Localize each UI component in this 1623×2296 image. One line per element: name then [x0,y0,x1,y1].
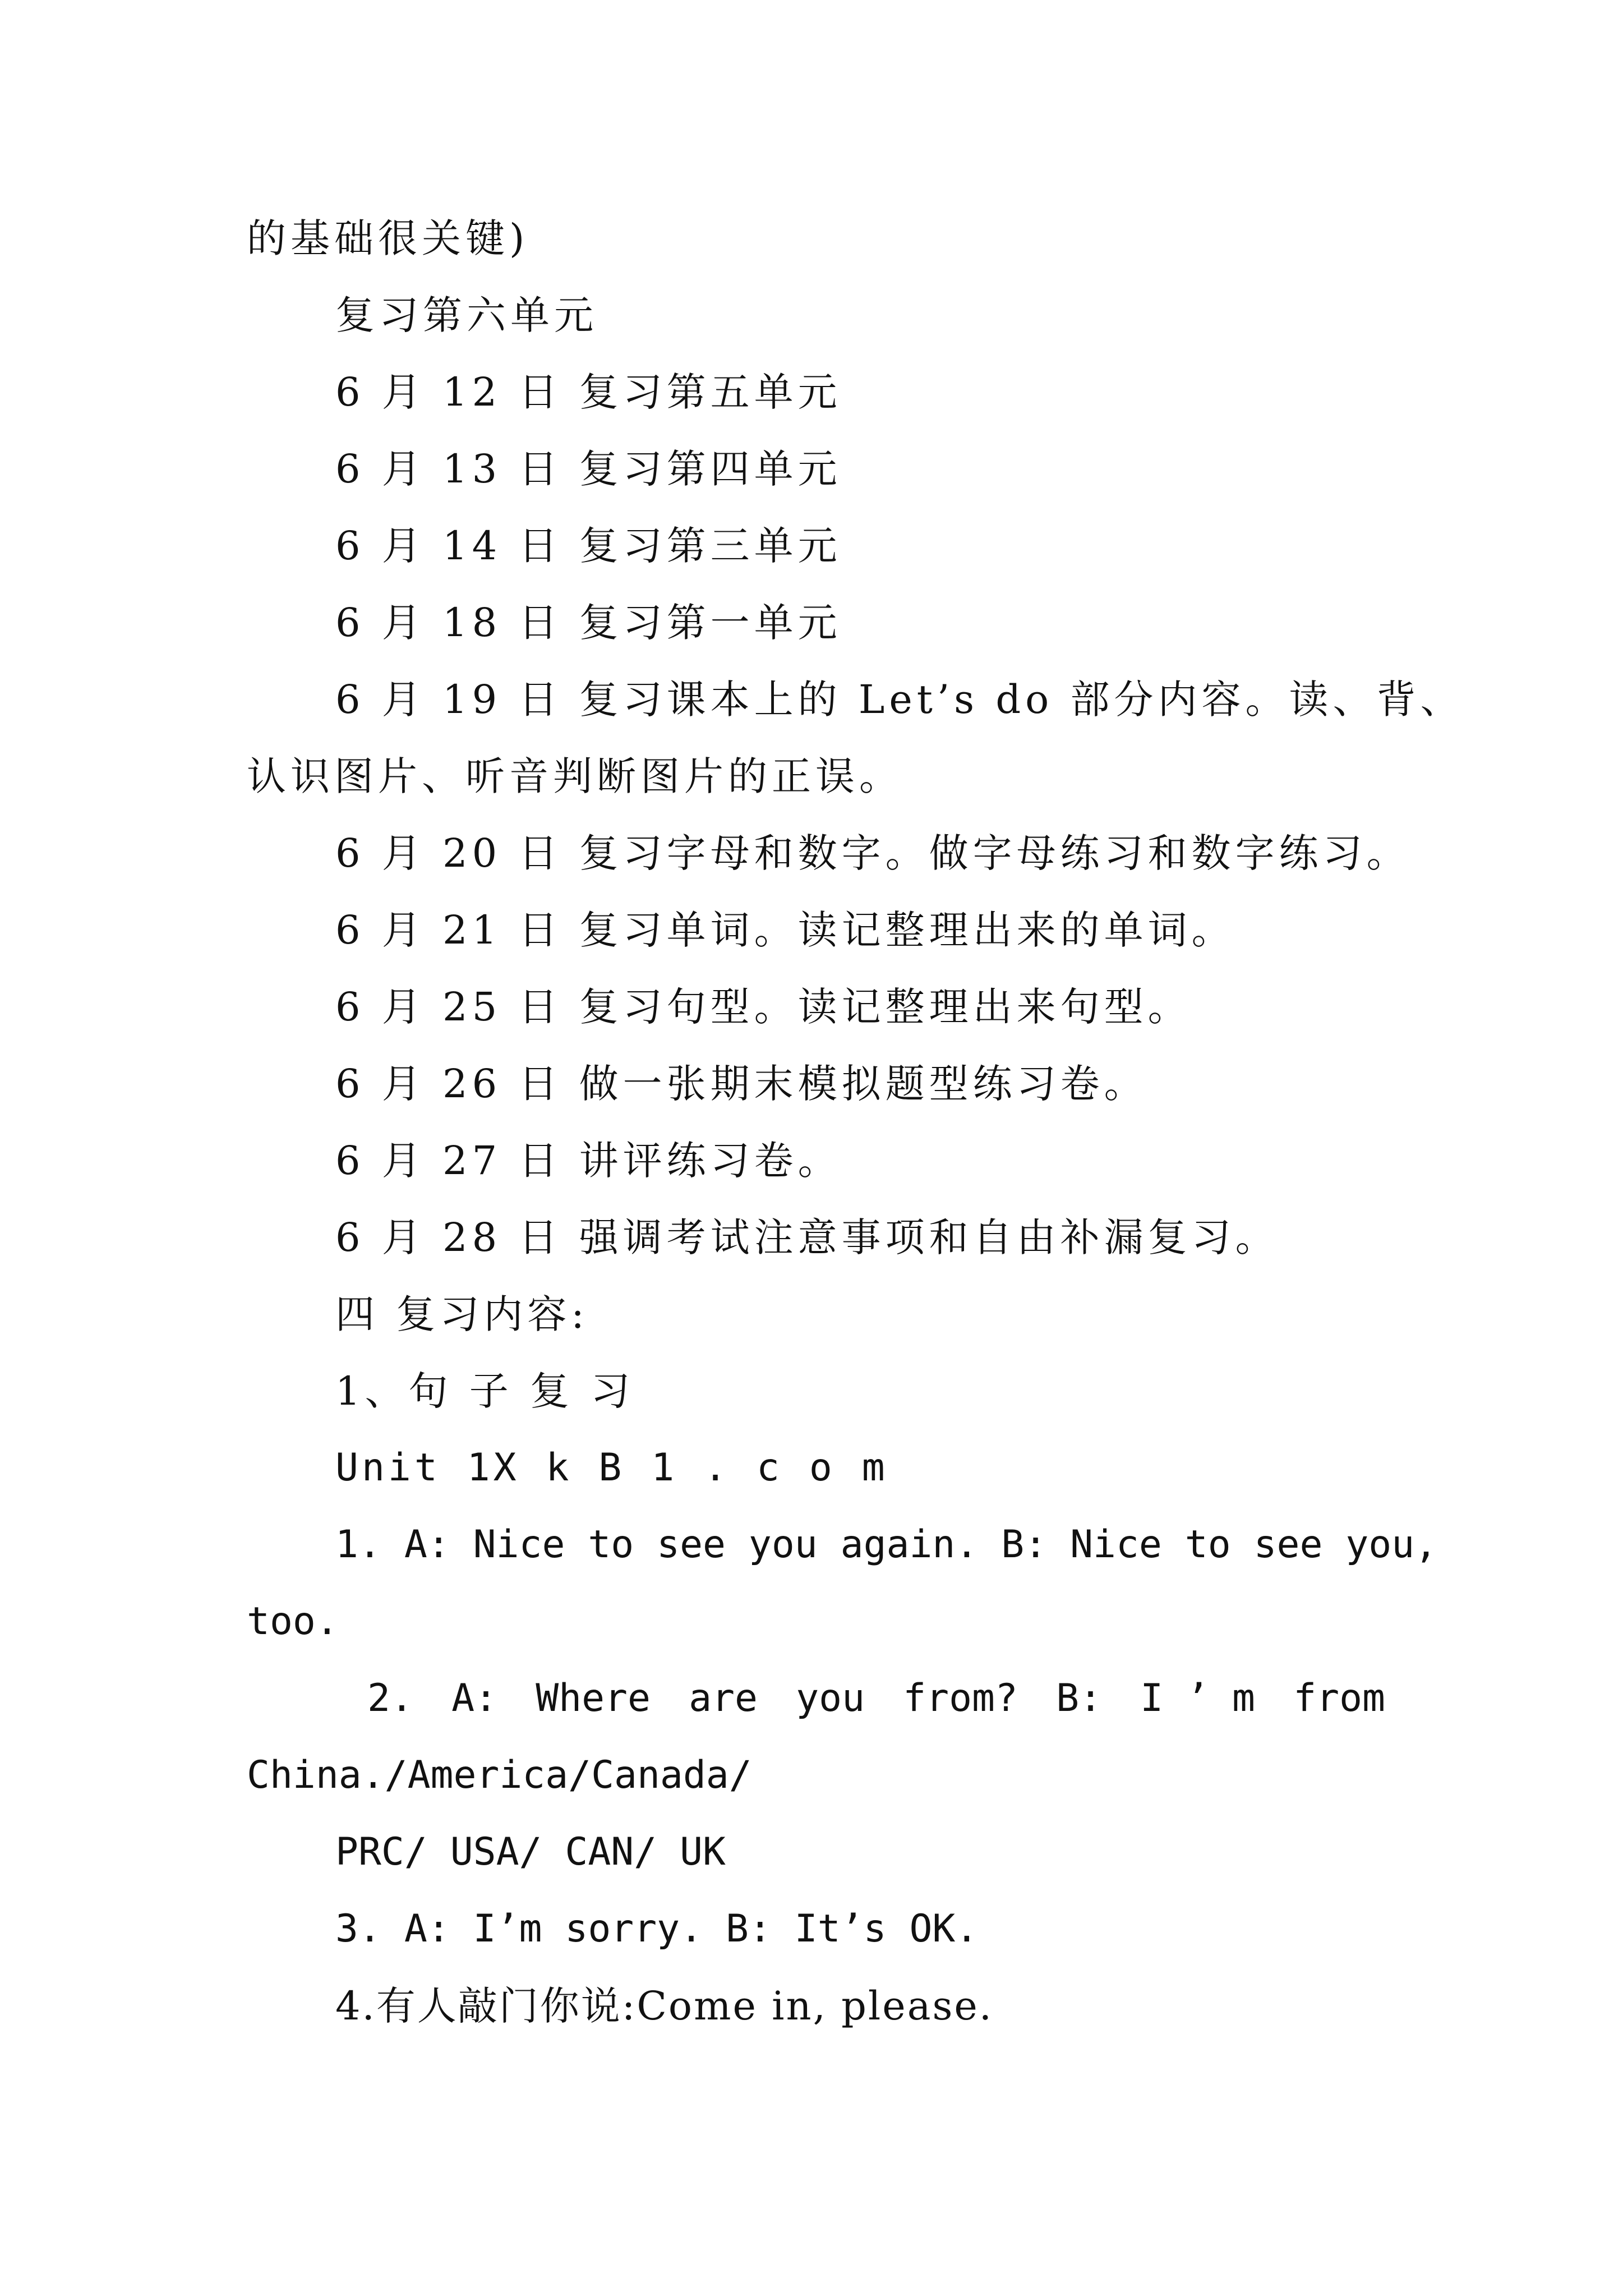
text-line-june-13: 6 月 13 日 复习第四单元 [335,446,842,492]
text-line-june-26: 6 月 26 日 做一张期末模拟题型练习卷。 [335,1061,1148,1107]
dialogue-2-speaker-a: A: [451,1676,497,1720]
dialogue-2-word-where: Where [536,1676,651,1720]
unit-heading: Unit 1X k B 1 . c o m [335,1446,888,1490]
text-line-june-12: 6 月 12 日 复习第五单元 [335,369,842,415]
dialogue-2-word-im: I ’ m [1140,1676,1255,1720]
text-line-june-28: 6 月 28 日 强调考试注意事项和自由补漏复习。 [335,1214,1279,1260]
dialogue-2-number: 2. [367,1676,413,1720]
dialogue-line-4: 4.有人敲门你说:Come in, please. [335,1983,994,2029]
dialogue-2-word-are: are [689,1676,758,1720]
subsection-heading-sentence-review: 1、句 子 复 习 [335,1368,635,1414]
country-abbreviations-line: PRC/ USA/ CAN/ UK [335,1830,726,1874]
text-line-continuation: 的基础很关键) [247,215,529,261]
text-line-june-25: 6 月 25 日 复习句型。读记整理出来句型。 [335,984,1192,1030]
text-line-june-19-continued: 认识图片、听音判断图片的正误。 [247,753,903,799]
dialogue-line-3: 3. A: I’m sorry. B: It’s OK. [335,1907,979,1951]
text-line-june-14: 6 月 14 日 复习第三单元 [335,523,842,569]
dialogue-line-2 [367,1676,1385,1721]
dialogue-line-1-continued: too. [247,1599,339,1644]
dialogue-2-word-from-question: from? [903,1676,1018,1720]
dialogue-2-word-you: you [796,1676,865,1720]
dialogue-line-1: 1. A: Nice to see you again. B: Nice to see you, [335,1522,1438,1567]
dialogue-line-2-continued: China./America/Canada/ [247,1753,752,1797]
section-heading-review-content: 四 复习内容: [335,1291,589,1337]
text-line-june-18: 6 月 18 日 复习第一单元 [335,600,842,646]
dialogue-2-speaker-b: B: [1056,1676,1103,1720]
text-line-review-unit-6: 复习第六单元 [335,292,598,338]
text-line-june-27: 6 月 27 日 讲评练习卷。 [335,1138,842,1184]
dialogue-2-word-from: from [1293,1676,1385,1720]
text-line-june-20: 6 月 20 日 复习字母和数字。做字母练习和数字练习。 [335,830,1410,876]
text-line-june-21: 6 月 21 日 复习单词。读记整理出来的单词。 [335,907,1235,953]
text-line-june-19: 6 月 19 日 复习课本上的 Let’s do 部分内容。读、背、 [335,677,1464,723]
